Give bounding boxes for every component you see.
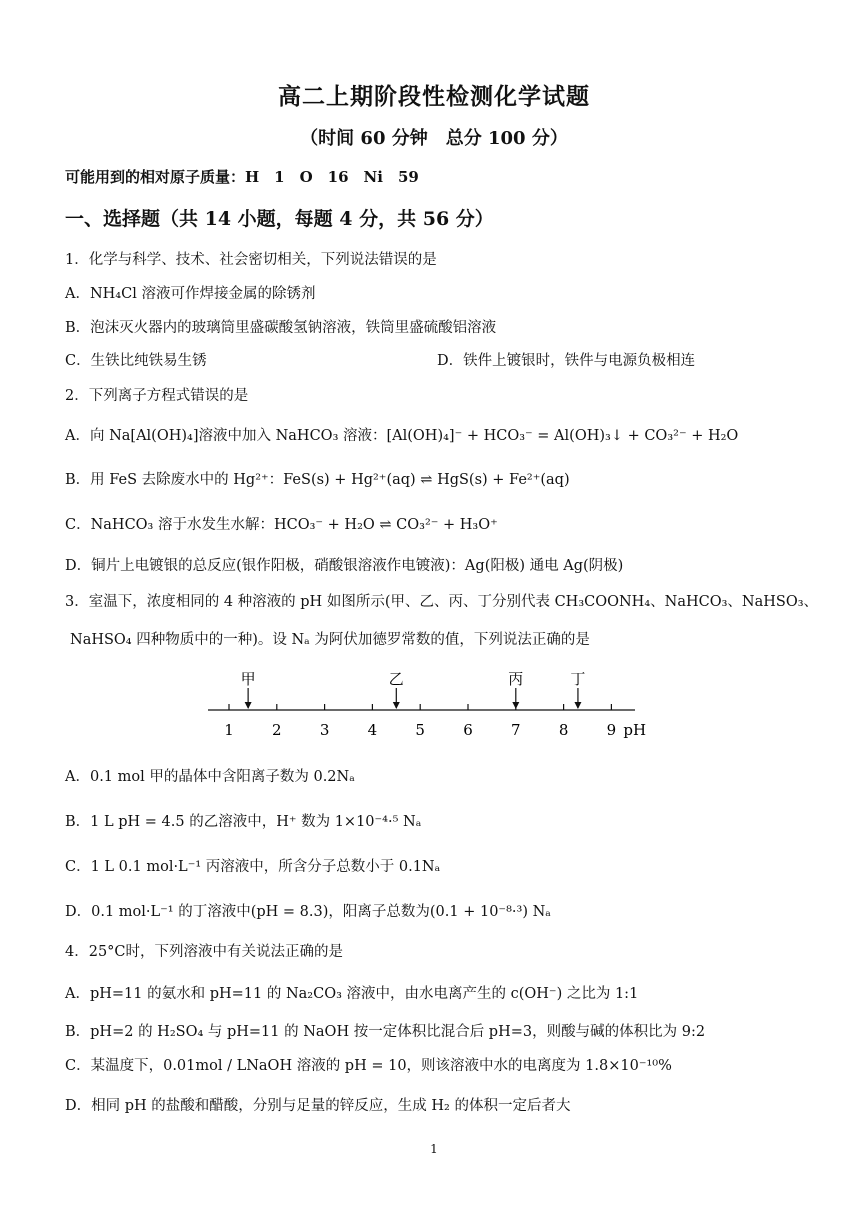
q1-option-b: B．泡沫灭火器内的玻璃筒里盛碳酸氢钠溶液，铁筒里盛硫酸铝溶液 [65, 320, 497, 336]
marker-label: 乙 [388, 670, 404, 688]
q2-option-b: B．用 FeS 去除废水中的 Hg²⁺：FeS(s) + Hg²⁺(aq) ⇌ HgS(s) + Fe²⁺(aq) [65, 472, 570, 488]
section-heading: 一、选择题（共 14 小题，每题 4 分，共 56 分） [65, 208, 494, 230]
axis-tick-label: 6 [463, 721, 473, 739]
marker-arrow-head [393, 702, 400, 709]
axis-tick-label: 9 [606, 721, 617, 739]
q2-option-a: A．向 Na[Al(OH)₄]溶液中加入 NaHCO₃ 溶液：[Al(OH)₄]⁻ + HCO₃⁻ = Al(OH)₃↓ + CO₃²⁻ + H₂O [65, 428, 739, 444]
axis-tick-label: 1 [224, 721, 234, 739]
q2-option-d: D．铜片上电镀银的总反应(银作阳极，硝酸银溶液作电镀液)：Ag(阳极) 通电 Ag(阴极) [65, 558, 624, 574]
page-number: 1 [430, 1142, 438, 1156]
q4-option-b: B．pH=2 的 H₂SO₄ 与 pH=11 的 NaOH 按一定体积比混合后 pH=3，则酸与碱的体积比为 9:2 [65, 1024, 706, 1040]
q3-option-c: C．1 L 0.1 mol·L⁻¹ 丙溶液中，所含分子总数小于 0.1Nₐ [65, 859, 441, 875]
q2-stem: 2．下列离子方程式错误的是 [65, 388, 249, 404]
q3-stem-line2: NaHSO₄ 四种物质中的一种)。设 Nₐ 为阿伏加德罗常数的值，下列说法正确的是 [70, 632, 590, 648]
q3-stem-line1: 3．室温下，浓度相同的 4 种溶液的 pH 如图所示(甲、乙、丙、丁分别代表 CH₃COONH₄、NaHCO₃、NaHSO₃、 [65, 594, 819, 610]
axis-tick-label: 3 [319, 721, 330, 739]
marker-arrow-head [574, 702, 581, 709]
q4-option-c: C．某温度下，0.01mol / LNaOH 溶液的 pH = 10，则该溶液中水的电离度为 1.8×10⁻¹⁰% [65, 1058, 672, 1074]
atomic-masses: 可能用到的相对原子质量：H 1 O 16 Ni 59 [65, 168, 419, 186]
ph-number-line [205, 660, 675, 750]
q3-option-b: B．1 L pH = 4.5 的乙溶液中，H⁺ 数为 1×10⁻⁴·⁵ Nₐ [65, 814, 422, 830]
page-title: 高二上期阶段性检测化学试题 [278, 83, 590, 110]
q3-option-d: D．0.1 mol·L⁻¹ 的丁溶液中(pH = 8.3)，阳离子总数为(0.1 + 10⁻⁸·³) Nₐ [65, 904, 551, 920]
axis-tick-label: 8 [558, 721, 569, 739]
q4-option-a: A．pH=11 的氨水和 pH=11 的 Na₂CO₃ 溶液中，由水电离产生的 c(OH⁻) 之比为 1:1 [65, 986, 639, 1002]
marker-label: 丙 [508, 670, 524, 688]
marker-arrow-head [245, 702, 252, 709]
axis-tick-label: 5 [415, 721, 425, 739]
axis-label: pH [623, 721, 647, 739]
q2-option-c: C．NaHCO₃ 溶于水发生水解：HCO₃⁻ + H₂O ⇌ CO₃²⁻ + H₃O⁺ [65, 517, 498, 533]
marker-label: 丁 [570, 670, 586, 688]
q1-option-c: C．生铁比纯铁易生锈 [65, 353, 207, 369]
q4-stem: 4．25°C时，下列溶液中有关说法正确的是 [65, 944, 344, 960]
axis-tick-label: 4 [367, 721, 378, 739]
q3-option-a: A．0.1 mol 甲的晶体中含阳离子数为 0.2Nₐ [65, 769, 355, 785]
q1-option-d: D．铁件上镀银时，铁件与电源负极相连 [437, 353, 696, 369]
q1-stem: 1．化学与科学、技术、社会密切相关，下列说法错误的是 [65, 252, 437, 268]
q1-option-a: A．NH₄Cl 溶液可作焊接金属的除锈剂 [65, 286, 316, 302]
ph-number-line-figure [205, 660, 675, 750]
q4-option-d: D．相同 pH 的盐酸和醋酸，分别与足量的锌反应，生成 H₂ 的体积一定后者大 [65, 1098, 571, 1114]
axis-tick-label: 2 [272, 721, 282, 739]
marker-arrow-head [512, 702, 519, 709]
marker-label: 甲 [240, 670, 256, 688]
axis-tick-label: 7 [511, 721, 521, 739]
exam-duration: （时间 60 分钟 总分 100 分） [300, 128, 568, 149]
